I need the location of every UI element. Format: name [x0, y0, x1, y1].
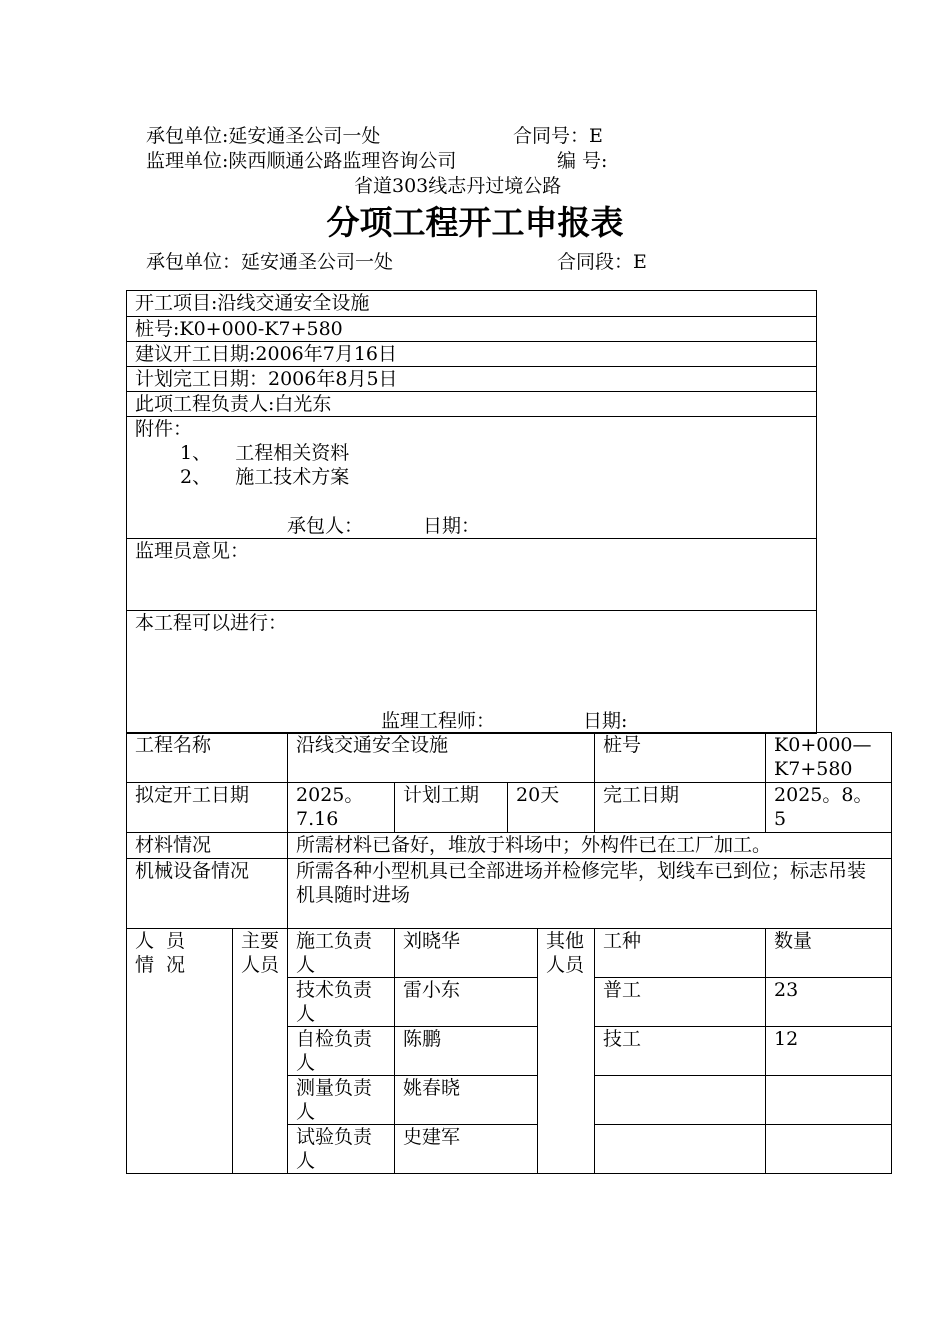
station-cell: 桩号:K0+000-K7+580 [127, 317, 817, 342]
trade-cell [595, 1125, 766, 1174]
staff-name: 雷小东 [395, 978, 538, 1027]
start-date-label: 拟定开工日期 [127, 783, 288, 833]
attachments-label: 附件： [135, 418, 193, 440]
proposed-start-cell: 建议开工日期:2006年7月16日 [127, 342, 817, 367]
material-label: 材料情况 [127, 833, 288, 859]
staff-name: 姚春晓 [395, 1076, 538, 1125]
equipment-value: 所需各种小型机具已全部进场并检修完毕，划线车已到位；标志吊装机具随时进场 [288, 859, 892, 929]
finish-date-label: 完工日期 [595, 783, 766, 833]
proceed-cell [127, 611, 817, 734]
contractor-sign-label: 承包人： [287, 515, 364, 537]
trade-cell: 技工 [595, 1027, 766, 1076]
number-label: 编 号: [557, 150, 608, 172]
staff-name: 史建军 [395, 1125, 538, 1174]
project-name-value: 沿线交通安全设施 [288, 733, 595, 783]
personnel-label: 人员情况 [127, 929, 233, 1174]
staff-role: 测量负责人 [288, 1076, 395, 1125]
staff-role: 技术负责人 [288, 978, 395, 1027]
staff-name: 刘晓华 [395, 929, 538, 978]
date-label-1: 日期： [423, 515, 481, 537]
trade-cell [595, 1076, 766, 1125]
count-cell: 23 [766, 978, 892, 1027]
station-label: 桩号 [595, 733, 766, 783]
staff-role: 施工负责人 [288, 929, 395, 978]
supervisor-line: 监理单位:陕西顺通公路监理咨询公司 [146, 150, 457, 172]
start-project-cell: 开工项目:沿线交通安全设施 [127, 291, 817, 317]
proceed-label: 本工程可以进行： [135, 612, 288, 634]
engineer-sign-label: 监理工程师： [381, 710, 496, 732]
count-cell: 12 [766, 1027, 892, 1076]
material-value: 所需材料已备好，堆放于料场中；外构件已在工厂加工。 [288, 833, 892, 859]
application-table [126, 290, 817, 734]
equipment-label: 机械设备情况 [127, 859, 288, 929]
trade-cell: 普工 [595, 978, 766, 1027]
duration-value: 20天 [508, 783, 595, 833]
staff-role: 自检负责人 [288, 1027, 395, 1076]
attachment-item-2: 2、 施工技术方案 [180, 466, 350, 488]
start-date-value: 2025。7.16 [288, 783, 395, 833]
station-value: K0+000—K7+580 [766, 733, 892, 783]
contract-section: 合同段：E [557, 251, 647, 273]
count-cell [766, 1076, 892, 1125]
contract-number: 合同号：E [513, 125, 603, 147]
contractor-line: 承包单位:延安通圣公司一处 [146, 125, 381, 147]
page-title: 分项工程开工申报表 [326, 203, 624, 242]
supervisor-opinion-cell: 监理员意见： [127, 539, 817, 611]
attachments-cell [127, 417, 817, 539]
attachment-item-1: 1、 工程相关资料 [180, 442, 350, 464]
project-line: 省道303线志丹过境公路 [354, 175, 562, 197]
staff-name: 陈鹏 [395, 1027, 538, 1076]
staff-role: 试验负责人 [288, 1125, 395, 1174]
count-cell: 数量 [766, 929, 892, 978]
detail-table [126, 732, 892, 1174]
project-name-label: 工程名称 [127, 733, 288, 783]
finish-date-value: 2025。8。5 [766, 783, 892, 833]
contractor-line-2: 承包单位：延安通圣公司一处 [146, 251, 394, 273]
planned-finish-cell: 计划完工日期：2006年8月5日 [127, 367, 817, 392]
other-staff-label: 其他人员 [538, 929, 595, 1174]
count-cell [766, 1125, 892, 1174]
trade-cell: 工种 [595, 929, 766, 978]
person-in-charge-cell: 此项工程负责人:白光东 [127, 392, 817, 417]
main-staff-label: 主要人员 [233, 929, 288, 1174]
date-label-2: 日期: [583, 710, 628, 732]
duration-label: 计划工期 [395, 783, 508, 833]
